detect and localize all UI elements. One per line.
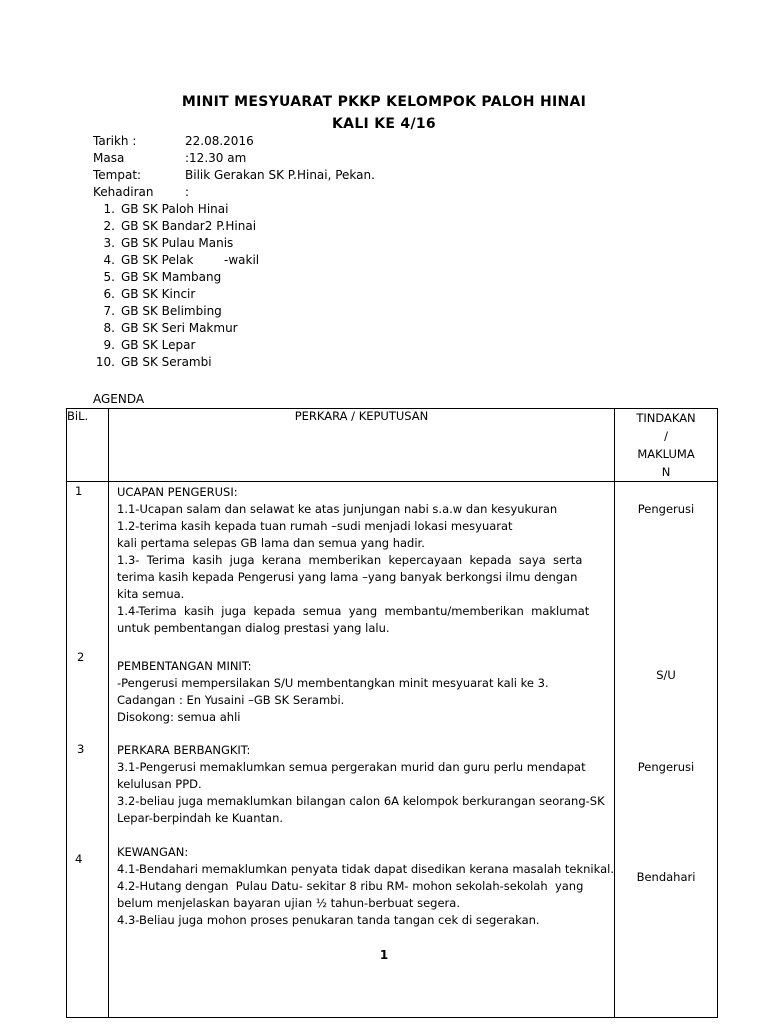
section-line: Disokong: semua ahli (117, 710, 241, 724)
meta-attendance-label: Kehadiran (93, 185, 154, 199)
section-line: kali pertama selepas GB lama dan semua yang hadir. (117, 536, 425, 550)
document-subtitle: KALI KE 4/16 (332, 116, 436, 132)
meta-time-value: :12.30 am (185, 151, 247, 165)
item-number-3: 3 (77, 742, 85, 756)
section-line: 1.3- Terima kasih juga kerana memberikan kepercayaan kepada saya serta (117, 553, 583, 567)
item-number-1: 1 (75, 484, 83, 498)
perkara-column (109, 482, 615, 1018)
meta-time-label: Masa (93, 151, 125, 165)
section-line: 4.1-Bendahari memaklumkan penyata tidak dapat disedikan kerana masalah teknikal. (117, 862, 614, 876)
section-line: kita semua. (117, 587, 185, 601)
section-line: 4.3-Beliau juga mohon proses penukaran tanda tangan cek di segerakan. (117, 913, 540, 927)
section-line: kelulusan PPD. (117, 777, 202, 791)
page-number: 1 (379, 948, 389, 962)
section-line: belum menjelaskan bayaran ujian ½ tahun-berbuat segera. (117, 896, 460, 910)
item-number-2: 2 (77, 650, 85, 664)
section-line: 3.1-Pengerusi memaklumkan semua pergerakan murid dan guru perlu mendapat (117, 760, 586, 774)
section-line: Cadangan : En Yusaini –GB SK Serambi. (117, 693, 345, 707)
section-line: 3.2-beliau juga memaklumkan bilangan calon 6A kelompok berkurangan seorang-SK (117, 794, 605, 808)
table-row (67, 482, 718, 1018)
section-line: -Pengerusi mempersilakan S/U membentangkan minit mesyuarat kali ke 3. (117, 676, 549, 690)
document-title: MINIT MESYUARAT PKKP KELOMPOK PALOH HINAI (181, 94, 587, 110)
section-line: terima kasih kepada Pengerusi yang lama –yang banyak berkongsi ilmu dengan (117, 570, 578, 584)
meta-date-value: 22.08.2016 (185, 134, 254, 148)
action-item-3: Pengerusi (637, 760, 695, 774)
meta-place-label: Tempat: (93, 168, 142, 182)
section-line: untuk pembentangan dialog prestasi yang lalu. (117, 621, 390, 635)
section-heading: UCAPAN PENGERUSI: (117, 485, 238, 499)
section-line: 1.2-terima kasih kepada tuan rumah –sudi menjadi lokasi mesyuarat (117, 519, 513, 533)
meta-attendance-value: : (185, 185, 190, 199)
section-heading: PEMBENTANGAN MINIT: (117, 659, 252, 673)
action-item-2: S/U (656, 668, 676, 682)
agenda-table (66, 408, 718, 1018)
action-item-1: Pengerusi (637, 502, 695, 516)
meta-date-label: Tarikh : (93, 134, 137, 148)
agenda-label: AGENDA (93, 392, 145, 406)
header-perkara: PERKARA / KEPUTUSAN (109, 409, 615, 482)
section-line: 1.1-Ucapan salam dan selawat ke atas junjungan nabi s.a.w dan kesyukuran (117, 502, 558, 516)
table-header-row (67, 409, 718, 482)
action-item-4: Bendahari (636, 870, 696, 884)
section-heading: PERKARA BERBANGKIT: (117, 743, 251, 757)
section-line: 1.4-Terima kasih juga kepada semua yang membantu/memberikan maklumat (117, 604, 590, 618)
header-tindakan: TINDAKAN / MAKLUMA N (615, 409, 718, 482)
section-line: 4.2-Hutang dengan Pulau Datu- sekitar 8 ribu RM- mohon sekolah-sekolah yang (117, 879, 584, 893)
section-heading: KEWANGAN: (117, 845, 189, 859)
section-line: Lepar-berpindah ke Kuantan. (117, 811, 284, 825)
header-bil: BiL. (67, 409, 109, 482)
item-number-4: 4 (75, 852, 83, 866)
tindakan-column (615, 482, 718, 1018)
meta-place-value: Bilik Gerakan SK P.Hinai, Pekan. (185, 168, 375, 182)
bil-column (67, 482, 109, 1018)
